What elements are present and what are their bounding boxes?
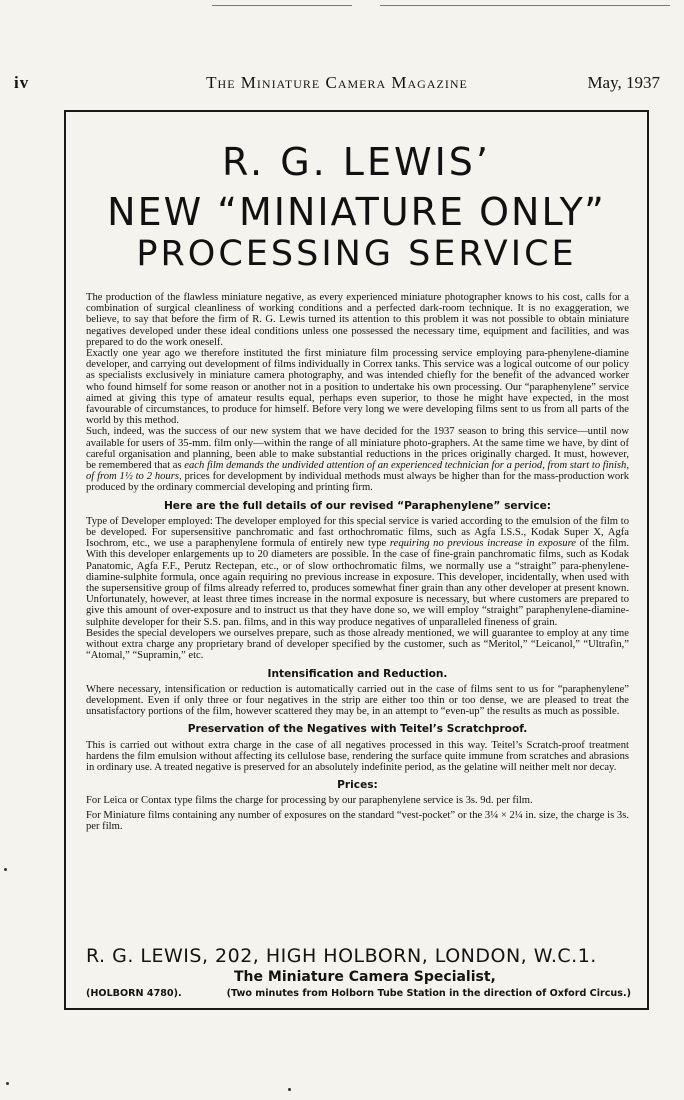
section-paraphenylene-title: Here are the full details of our revised “Paraphenylene” service:: [163, 499, 552, 512]
footer-specialist: The Miniature Camera Specialist,: [234, 969, 496, 985]
section-preservation-title: Preservation of the Negatives with Teitel’s Scratchproof.: [187, 723, 528, 736]
headline-new-miniature-only: NEW “MINIATURE ONLY”: [107, 190, 606, 234]
developer-paragraph-start: Type of Developer employed: The developer employed for this special service is varied according to the emulsion of the film to be developed. For supersensitive panchromatic and fast orthochromatic films, such as Agfa I.S.S., Kodak Super X, Agfa Isochrom, etc., we use a paraphenylene formula of entirely new type: [86, 515, 629, 550]
top-rule-right: [380, 5, 670, 6]
headline-processing-service: PROCESSING SERVICE: [136, 234, 577, 274]
top-rule-left: [212, 5, 352, 6]
developer-paragraph-end: of the film. With this developer enlargements up to 20 diameters are possible. In the case of fine-grain panchromatic films, such as Kodak Panatomic, Agfa F.F., Perutz Rectepan, etc., or of slow orthochromatic films, we normally use a “straight” para-phenylene-diamine-sulphite formula, once again requiring no previous increase in exposure. This developer, incidentally, when used with the supersensitive group of films already referred to, produces somewhat finer grain than any other developer at present known. Unfortunately, however, at least three times increase in the normal exposure is necessary, but where customers are prepared to give this amount of over-exposure and to instruct us that they have done so, we will employ “straight” paraphenylene-diamine-sulphite developer for their S.S. pan. films, and in this way produce negatives of unparalleled fineness of grain.: [86, 538, 630, 628]
page-number: iv: [14, 73, 30, 92]
headline-name: R. G. LEWIS’: [222, 140, 491, 184]
section-prices-title: Prices:: [337, 779, 378, 792]
footer-directions: (Two minutes from Holborn Tube Station in the direction of Oxford Circus.): [226, 988, 631, 999]
advertisement-footer: [86, 945, 631, 999]
developer-paragraph-emphasis: requiring no previous increase in exposure: [389, 538, 577, 550]
prices-leica-paragraph: For Leica or Contax type films the charge for processing by our paraphenylene service is 3s. 9d. per film.: [86, 795, 533, 807]
prices-miniature-paragraph: For Miniature films containing any number of exposures on the standard “vest-pocket” or the 3¼ × 2¼ in. size, the charge is 3s. per film.: [86, 809, 629, 832]
intensification-paragraph: Where necessary, intensification or reduction is automatically carried out in the case of films sent to us for “paraphenylene” development. Even if only three or four negatives in the strip are either too thin or too dense, we are pleased to treat the unsatisfactory portions of the film, however scattered they may be, in an attempt to “even-up” the results as much as possible.: [86, 683, 629, 718]
proprietary-developers-paragraph: Besides the special developers we ourselves prepare, such as those already mentioned, we will guarantee to employ at any time without extra charge any proprietary brand of developer specified by the customer, such as “Meritol,” “Leicanol,” “Ultrafin,” “Atomal,” “Supramin,” etc.: [86, 627, 629, 662]
intro-paragraph-2: Exactly one year ago we therefore instituted the first miniature film processing service employing para-phenylene-diamine developer, and carrying out development of films individually in Correx tanks. This service was a logical outcome of our policy as specialists exclusively in miniature camera photography, and was intended chiefly for the benefit of the advanced worker who found himself for some reason or another not in a position to undertake his own processing. Our “paraphenylene” service aimed at giving this type of amateur results equal, perhaps even superior, to those he might have expected, in the most favourable of circumstances, to produce for himself. Before very long we were developing films sent to us from all parts of the world by this method.: [86, 348, 629, 427]
footer-phone: (HOLBORN 4780).: [86, 988, 182, 999]
scan-speck: [288, 1088, 291, 1091]
footer-contact-row: [86, 988, 631, 999]
advertisement-body: [86, 292, 629, 832]
magazine-title: The Miniature Camera Magazine: [206, 73, 468, 92]
intro-paragraph-3: [86, 426, 629, 493]
footer-address: R. G. LEWIS, 202, HIGH HOLBORN, LONDON, W.C.1.: [86, 945, 597, 967]
scan-speck: [4, 868, 7, 871]
intro-paragraph-3-start: Such, indeed, was the success of our new system that we have decided for the 1937 season to bring this service—until now available for users of 35-mm. film only—within the range of all miniature photo-graphers. At the same time we have, by dint of careful organisation and planning, been able to make substantial reductions in the prices originally charged. It must, however, be remembered that as: [86, 426, 629, 472]
intro-paragraph-3-emphasis: each film demands the undivided attention of an experienced technician for a period, from start to finish, of from 1½ to 2 hours,: [86, 460, 629, 483]
developer-paragraph: [86, 516, 629, 628]
preservation-paragraph: This is carried out without extra charge in the case of all negatives processed in this way. Teitel’s Scratch-proof treatment hardens the film emulsion without affecting its cellulose base, rendering the surface quite immune from scratches and abrasions in ordinary use. A treated negative is preserved for an absolutely indefinite period, as the gelatine will neither melt nor decay.: [86, 739, 629, 773]
intro-paragraph-3-end: prices for development by individual methods must always be higher than for the mass-production work produced by the ordinary commercial developing and printing firm.: [86, 471, 630, 494]
issue-date: May, 1937: [587, 73, 660, 92]
intro-paragraph-1: The production of the flawless miniature negative, as every experienced miniature photographer knows to his cost, calls for a combination of surgical cleanliness of working conditions and a perfected dark-room technique. It is no exaggeration, we believe, to say that before the firm of R. G. Lewis turned its attention to this problem it was not possible to obtain miniature negatives developed under these ideal conditions unless one possessed the necessary time, equipment and facilities, and was prepared to do the work oneself.: [86, 292, 629, 348]
advertisement: [64, 110, 649, 1010]
page-header: [14, 73, 660, 95]
scan-speck: [6, 1082, 9, 1085]
section-intensification-title: Intensification and Reduction.: [267, 667, 448, 680]
